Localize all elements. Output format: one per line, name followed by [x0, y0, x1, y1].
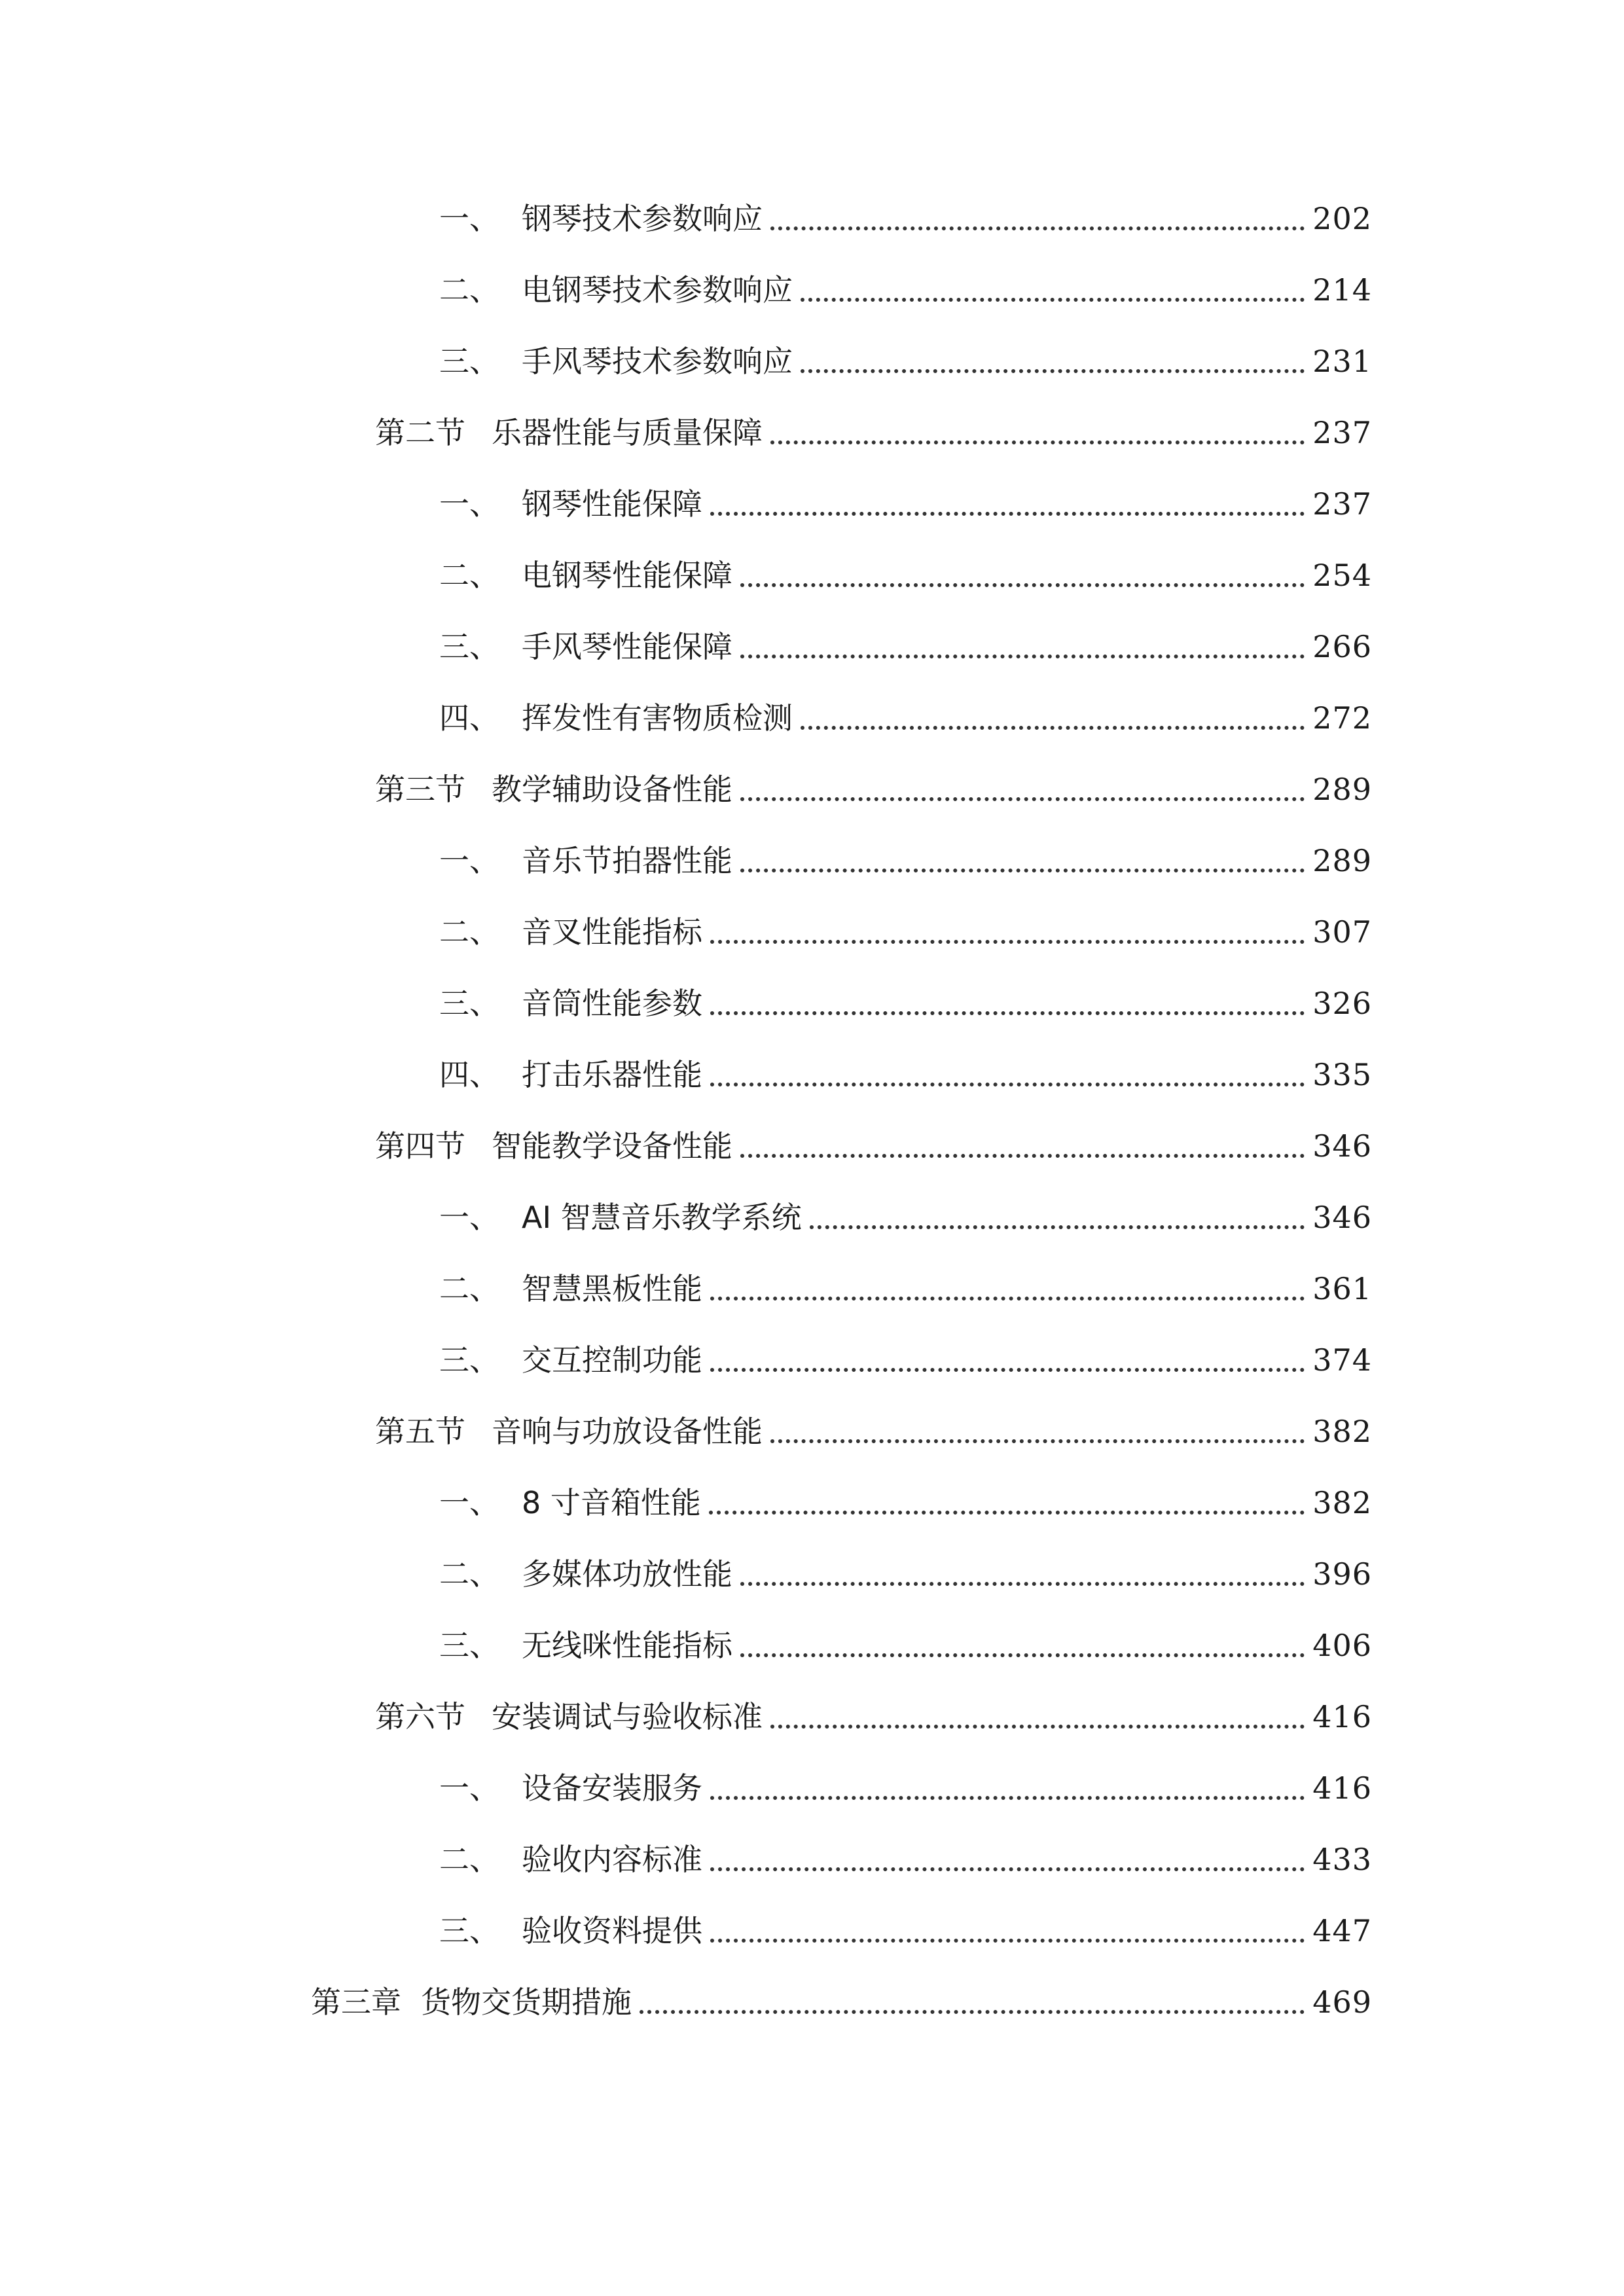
toc-entry[interactable] [439, 982, 1372, 1024]
entry-title: 打击乐器性能 [522, 1057, 702, 1092]
dot-leader [770, 421, 1305, 444]
toc-entry[interactable] [439, 626, 1372, 668]
toc-entry[interactable] [439, 1839, 1372, 1880]
dot-leader [710, 1063, 1305, 1086]
dot-leader [640, 1990, 1305, 2014]
entry-page-number: 374 [1312, 1342, 1372, 1378]
entry-number: 二、 [439, 1271, 499, 1306]
dot-leader [801, 278, 1305, 302]
dot-leader [740, 564, 1305, 587]
entry-page-number: 266 [1312, 629, 1372, 664]
toc-entry[interactable] [375, 1125, 1372, 1167]
entry-page-number: 346 [1312, 1200, 1372, 1235]
toc-entry[interactable] [439, 1054, 1372, 1096]
toc-entry[interactable] [375, 1410, 1372, 1452]
entry-number: 四、 [439, 1057, 499, 1092]
entry-page-number: 231 [1312, 344, 1372, 379]
entry-title: AI 智慧音乐教学系统 [522, 1200, 802, 1235]
dot-leader [710, 1776, 1305, 1800]
entry-number: 三、 [439, 629, 499, 664]
entry-number: 第三节 [375, 772, 465, 807]
entry-page-number: 254 [1312, 558, 1372, 593]
entry-title: 电钢琴技术参数响应 [522, 272, 793, 308]
toc-entry[interactable] [439, 697, 1372, 739]
entry-page-number: 237 [1312, 415, 1372, 450]
entry-title: 挥发性有害物质检测 [522, 700, 793, 736]
dot-leader [740, 778, 1305, 801]
entry-number: 一、 [439, 1770, 499, 1806]
toc-entry[interactable] [439, 1910, 1372, 1952]
entry-title: 音乐节拍器性能 [522, 843, 732, 878]
entry-page-number: 396 [1312, 1556, 1372, 1592]
toc-entry[interactable] [375, 1696, 1372, 1738]
entry-title: 音筒性能参数 [522, 986, 702, 1021]
toc-entry[interactable] [439, 1268, 1372, 1310]
entry-title: 智慧黑板性能 [522, 1271, 702, 1306]
dot-leader [710, 1348, 1305, 1372]
entry-title: 设备安装服务 [522, 1770, 702, 1806]
entry-title: 无线咪性能指标 [522, 1628, 732, 1663]
toc-entry[interactable] [439, 1767, 1372, 1809]
dot-leader [810, 1206, 1305, 1229]
toc-entry[interactable] [439, 483, 1372, 525]
entry-page-number: 289 [1312, 843, 1372, 878]
entry-page-number: 202 [1312, 201, 1372, 236]
entry-number: 三、 [439, 1628, 499, 1663]
entry-page-number: 382 [1312, 1485, 1372, 1520]
entry-title: 货物交货期措施 [421, 1984, 632, 2020]
dot-leader [740, 1134, 1305, 1158]
toc-entry[interactable] [439, 1196, 1372, 1238]
entry-number: 二、 [439, 914, 499, 950]
entry-title: 乐器性能与质量保障 [492, 415, 763, 450]
toc-entry[interactable] [439, 840, 1372, 882]
entry-page-number: 433 [1312, 1842, 1372, 1877]
entry-title: 教学辅助设备性能 [492, 772, 732, 807]
entry-page-number: 361 [1312, 1271, 1372, 1306]
entry-page-number: 416 [1312, 1699, 1372, 1734]
toc-entry[interactable] [439, 1624, 1372, 1666]
toc-entry[interactable] [439, 911, 1372, 953]
toc-entry[interactable] [439, 554, 1372, 596]
entry-number: 三、 [439, 1913, 499, 1948]
entry-title: 钢琴性能保障 [522, 486, 702, 522]
toc-entry[interactable] [375, 768, 1372, 810]
dot-leader [710, 1919, 1305, 1943]
entry-page-number: 214 [1312, 272, 1372, 308]
entry-number: 第六节 [375, 1699, 465, 1734]
entry-title: 多媒体功放性能 [522, 1556, 732, 1592]
toc-entry[interactable] [439, 1482, 1372, 1524]
entry-page-number: 416 [1312, 1770, 1372, 1806]
entry-number: 二、 [439, 558, 499, 593]
entry-page-number: 406 [1312, 1628, 1372, 1663]
dot-leader [770, 1420, 1305, 1443]
dot-leader [740, 1634, 1305, 1657]
entry-title: 验收内容标准 [522, 1842, 702, 1877]
dot-leader [801, 350, 1305, 373]
entry-number: 第二节 [375, 415, 465, 450]
toc-entry[interactable] [439, 198, 1372, 240]
entry-number: 三、 [439, 344, 499, 379]
dot-leader [770, 207, 1305, 230]
dot-leader [710, 492, 1305, 516]
entry-title: 手风琴技术参数响应 [522, 344, 793, 379]
entry-title: 钢琴技术参数响应 [522, 201, 763, 236]
entry-title: 电钢琴性能保障 [522, 558, 732, 593]
entry-page-number: 335 [1312, 1057, 1372, 1092]
entry-number: 第四节 [375, 1128, 465, 1164]
entry-number: 一、 [439, 1485, 499, 1520]
entry-number: 三、 [439, 986, 499, 1021]
dot-leader [801, 706, 1305, 730]
entry-number: 四、 [439, 700, 499, 736]
toc-entry[interactable] [311, 1981, 1372, 2023]
entry-number: 第五节 [375, 1414, 465, 1449]
entry-number: 一、 [439, 201, 499, 236]
dot-leader [709, 1491, 1305, 1515]
toc-entry[interactable] [439, 269, 1372, 311]
dot-leader [710, 992, 1305, 1015]
dot-leader [710, 1848, 1305, 1871]
entry-title: 音响与功放设备性能 [492, 1414, 763, 1449]
entry-title: 智能教学设备性能 [492, 1128, 732, 1164]
entry-title: 安装调试与验收标准 [492, 1699, 763, 1734]
toc-entry[interactable] [439, 1553, 1372, 1595]
toc-entry[interactable] [439, 1339, 1372, 1381]
dot-leader [770, 1705, 1305, 1729]
entry-page-number: 307 [1312, 914, 1372, 950]
entry-number: 一、 [439, 1200, 499, 1235]
entry-page-number: 237 [1312, 486, 1372, 522]
entry-number: 二、 [439, 1556, 499, 1592]
entry-page-number: 382 [1312, 1414, 1372, 1449]
entry-page-number: 289 [1312, 772, 1372, 807]
toc-entry[interactable] [439, 340, 1372, 382]
entry-number: 一、 [439, 486, 499, 522]
dot-leader [740, 849, 1305, 872]
entry-number: 二、 [439, 1842, 499, 1877]
entry-title: 8 寸音箱性能 [522, 1485, 701, 1520]
dot-leader [710, 920, 1305, 944]
toc-entry[interactable] [375, 412, 1372, 454]
entry-page-number: 326 [1312, 986, 1372, 1021]
entry-number: 三、 [439, 1342, 499, 1378]
entry-page-number: 346 [1312, 1128, 1372, 1164]
entry-title: 交互控制功能 [522, 1342, 702, 1378]
dot-leader [740, 1562, 1305, 1586]
entry-title: 音叉性能指标 [522, 914, 702, 950]
entry-page-number: 469 [1312, 1984, 1372, 2020]
entry-page-number: 447 [1312, 1913, 1372, 1948]
entry-page-number: 272 [1312, 700, 1372, 736]
entry-number: 一、 [439, 843, 499, 878]
dot-leader [740, 635, 1305, 658]
entry-number: 二、 [439, 272, 499, 308]
entry-number: 第三章 [311, 1984, 401, 2020]
dot-leader [710, 1277, 1305, 1300]
entry-title: 手风琴性能保障 [522, 629, 732, 664]
entry-title: 验收资料提供 [522, 1913, 702, 1948]
